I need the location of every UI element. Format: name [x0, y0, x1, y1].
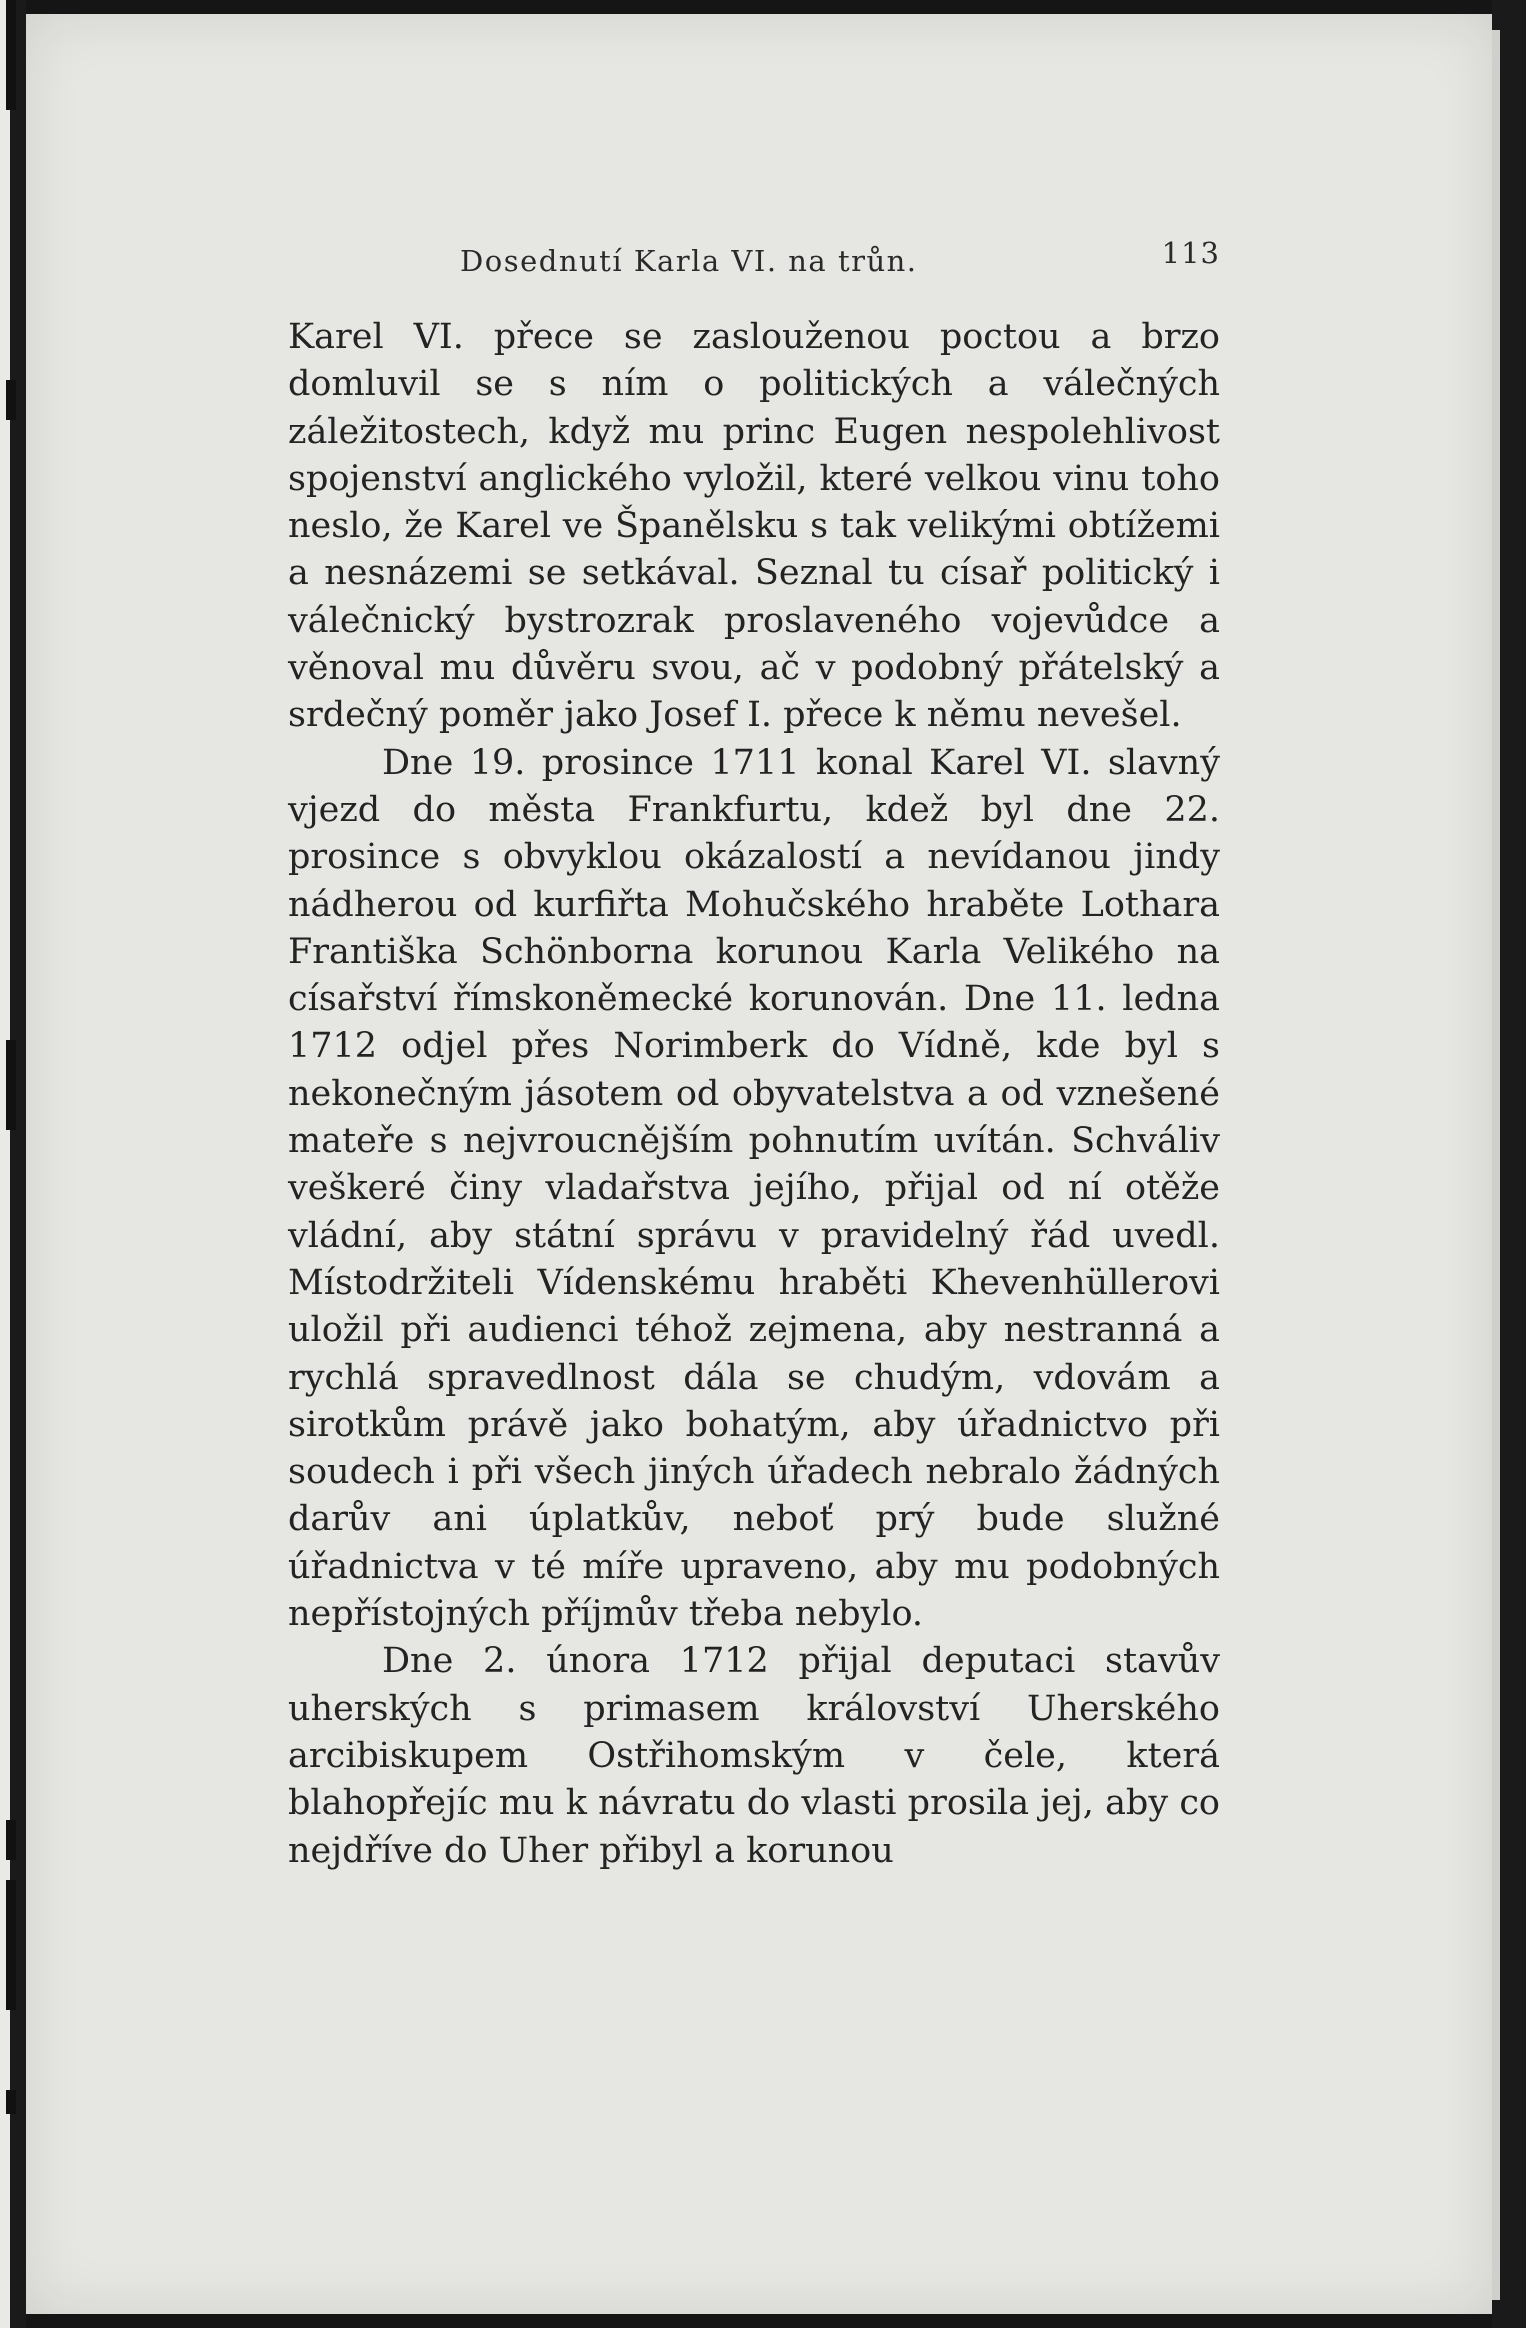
- edge-mark: [6, 1820, 16, 1860]
- edge-mark: [6, 380, 16, 420]
- body-text: [288, 314, 1220, 1875]
- page-header: [288, 236, 1220, 284]
- left-binding-edge: [0, 0, 26, 2328]
- paragraph: Dne 19. prosince 1711 konal Karel VI. slavný vjezd do města Frankfurtu, kdež byl dne 22. prosince s obvyklou okázalostí a nevídanou jindy nádherou od kurfiřta Mohučského hraběte Lothara Františka Schönborna korunou Karla Velikého na císařství římskoněmecké korunován. Dne 11. ledna 1712 odjel přes Norimberk do Vídně, kde byl s nekonečným jásotem od obyvatelstva a od vznešené mateře s nejvroucnějším pohnutím uvítán. Schváliv veškeré činy vladařstva jejího, přijal od ní otěže vládní, aby státní správu v pravidelný řád uvedl. Místodržiteli Vídenskému hraběti Khevenhüllerovi uložil při audienci téhož zejmena, aby nestranná a rychlá spravedlnost dála se chudým, vdovám a sirotkům právě jako bohatým, aby úřadnictvo při soudech i při všech jiných úřadech nebralo žádných darův ani úplatkův, neboť prý bude služné úřadnictva v té míře upraveno, aby mu podobných nepřístojných příjmův třeba nebylo.: [288, 742, 1220, 1635]
- page-edge-strip: [1492, 30, 1500, 2300]
- paragraph: Dne 2. února 1712 přijal deputaci stavův uherských s primasem království Uherského arcibiskupem Ostřihomským v čele, která blahopřejíc mu k návratu do vlasti prosila jej, aby co nejdříve do Uher přibyl a korunou: [288, 1641, 1220, 1871]
- running-head: Dosednutí Karla VI. na trůn.: [460, 244, 918, 278]
- edge-mark: [6, 0, 16, 110]
- paragraph: Karel VI. přece se zaslouženou poctou a brzo domluvil se s ním o politických a válečných záležitostech, když mu princ Eugen nespolehlivost spojenství anglického vyložil, které velkou vinu toho neslo, že Karel ve Španělsku s tak velikými obtížemi a nesnázemi se setkával. Seznal tu císař politický i válečnický bystrozrak proslaveného vojevůdce a věnoval mu důvěru svou, ač v podobný přátelský a srdečný poměr jako Josef I. přece k němu nevešel.: [288, 317, 1220, 736]
- edge-mark: [6, 1880, 16, 2010]
- right-scan-edge: [1492, 0, 1526, 2328]
- edge-mark: [6, 2090, 16, 2114]
- page-number: 113: [1161, 236, 1220, 270]
- edge-mark: [6, 1040, 16, 1130]
